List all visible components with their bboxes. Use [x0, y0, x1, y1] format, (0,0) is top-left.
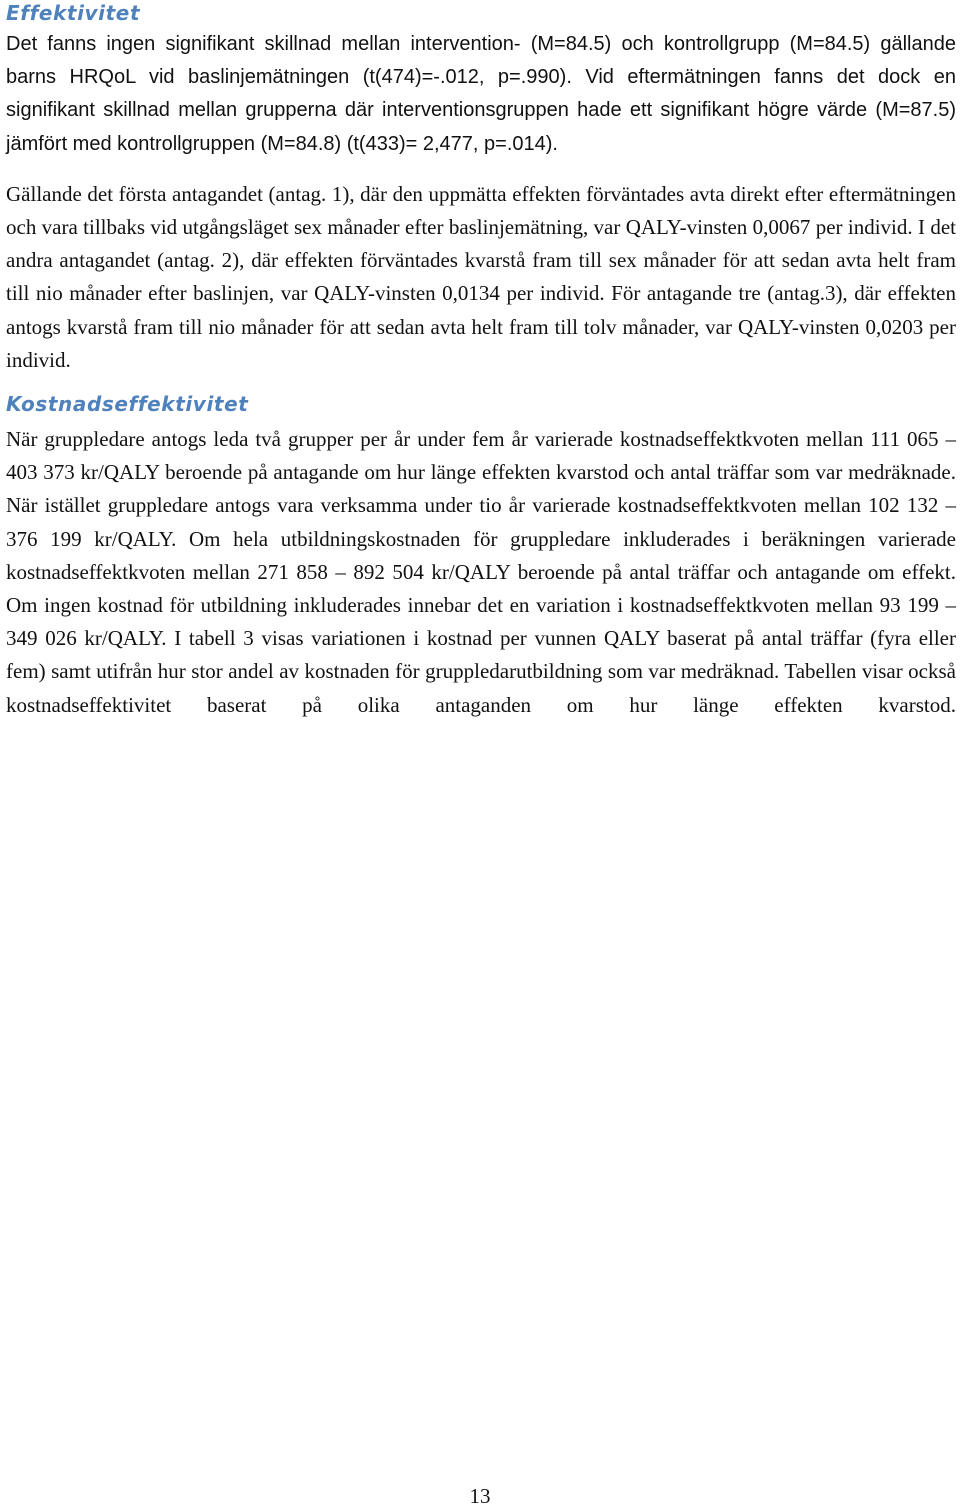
section-heading-effektivitet: Effektivitet [6, 1, 141, 25]
document-page [6, 0, 956, 722]
paragraph-effektivitet-results: Det fanns ingen signifikant skillnad mellan intervention- (M=84.5) och kontrollgrupp (M=84.5) gällande barns HRQoL vid baslinjemätningen (t(474)=-.012, p=.990). Vid eftermätningen fanns det dock en signifikant skillnad mellan grupperna där interventionsgruppen hade ett signifikant högre värde (M=87.5) jämfört med kontrollgruppen (M=84.8) (t(433)= 2,477, p=.014). [6, 33, 956, 155]
page-number: 13 [469, 1484, 491, 1508]
paragraph-kostnadseffektivitet: När gruppledare antogs leda två grupper per år under fem år varierade kostnadseffektkvoten mellan 111 065 – 403 373 kr/QALY beroende på antagande om hur länge effekten kvarstod och antal träffar som var medräknade. När istället gruppledare antogs vara verksamma under tio år varierade kostnadseffektkvoten mellan 102 132 – 376 199 kr/QALY. Om hela utbildningskostnaden för gruppledare inkluderades i beräkningen varierade kostnadseffektkvoten mellan 271 858 – 892 504 kr/QALY beroende på antal träffar och antagande om effekt. Om ingen kostnad för utbildning inkluderades innebar det en variation i kostnadseffektkvoten mellan 93 199 – 349 026 kr/QALY. I tabell 3 visas variationen i kostnad per vunnen QALY baserat på antal träffar (fyra eller fem) samt utifrån hur stor andel av kostnaden för gruppledarutbildning som var medräknad. Tabellen visar också kostnadseffektivitet baserat på olika antaganden om hur länge effekten kvarstod. [6, 427, 956, 717]
paragraph-qaly-assumptions: Gällande det första antagandet (antag. 1), där den uppmätta effekten förväntades avta direkt efter eftermätningen och vara tillbaks vid utgångsläget sex månader efter baslinjemätning, var QALY-vinsten 0,0067 per individ. I det andra antagandet (antag. 2), där effekten förväntades kvarstå fram till sex månader för att sedan avta helt fram till nio månader efter baslinjen, var QALY-vinsten 0,0134 per individ. För antagande tre (antag.3), där effekten antogs kvarstå fram till nio månader för att sedan avta helt fram till tolv månader, var QALY-vinsten 0,0203 per individ. [6, 181, 956, 372]
section-heading-kostnadseffektivitet: Kostnadseffektivitet [6, 392, 249, 417]
